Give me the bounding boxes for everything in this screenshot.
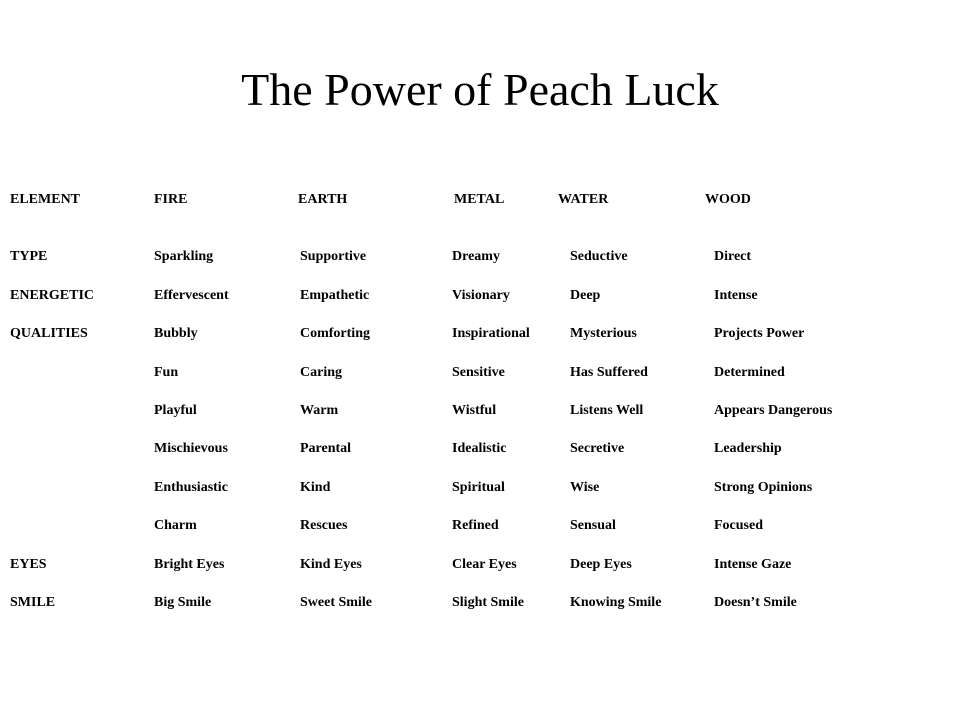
cell-wood: Leadership <box>714 441 782 456</box>
table-row <box>0 517 960 537</box>
header-cell-fire: FIRE <box>154 192 188 207</box>
cell-metal: Sensitive <box>452 365 505 380</box>
cell-metal: Refined <box>452 518 499 533</box>
cell-water: Sensual <box>570 518 616 533</box>
header-row <box>0 191 960 211</box>
cell-water: Secretive <box>570 441 625 456</box>
cell-label: EYES <box>10 557 47 572</box>
header-cell-metal: METAL <box>454 192 505 207</box>
table-row <box>0 402 960 422</box>
cell-fire: Effervescent <box>154 288 229 303</box>
cell-fire: Mischievous <box>154 441 228 456</box>
cell-fire: Bubbly <box>154 326 198 341</box>
cell-metal: Slight Smile <box>452 595 524 610</box>
cell-earth: Empathetic <box>300 288 370 303</box>
cell-earth: Warm <box>300 403 339 418</box>
cell-wood: Focused <box>714 518 763 533</box>
cell-label: SMILE <box>10 595 56 610</box>
table-row <box>0 440 960 460</box>
cell-fire: Playful <box>154 403 197 418</box>
cell-metal: Dreamy <box>452 249 500 264</box>
header-cell-earth: EARTH <box>298 192 348 207</box>
header-cell-wood: WOOD <box>705 192 751 207</box>
cell-metal: Idealistic <box>452 441 507 456</box>
cell-metal: Clear Eyes <box>452 557 517 572</box>
table-row <box>0 248 960 268</box>
table-row <box>0 594 960 614</box>
cell-metal: Visionary <box>452 288 510 303</box>
cell-water: Knowing Smile <box>570 595 662 610</box>
slide-title: The Power of Peach Luck <box>241 64 719 115</box>
cell-wood: Determined <box>714 365 785 380</box>
cell-fire: Fun <box>154 365 179 380</box>
cell-wood: Projects Power <box>714 326 805 341</box>
cell-water: Seductive <box>570 249 628 264</box>
table-row <box>0 287 960 307</box>
cell-fire: Enthusiastic <box>154 480 228 495</box>
cell-water: Mysterious <box>570 326 637 341</box>
cell-wood: Intense Gaze <box>714 557 792 572</box>
cell-earth: Kind Eyes <box>300 557 362 572</box>
cell-metal: Spiritual <box>452 480 505 495</box>
cell-water: Has Suffered <box>570 365 648 380</box>
table-row <box>0 556 960 576</box>
cell-earth: Kind <box>300 480 331 495</box>
cell-water: Listens Well <box>570 403 644 418</box>
cell-wood: Intense <box>714 288 758 303</box>
cell-water: Deep <box>570 288 601 303</box>
cell-fire: Charm <box>154 518 197 533</box>
cell-earth: Parental <box>300 441 352 456</box>
cell-fire: Sparkling <box>154 249 214 264</box>
table-row <box>0 325 960 345</box>
table-row <box>0 364 960 384</box>
cell-fire: Big Smile <box>154 595 212 610</box>
cell-water: Deep Eyes <box>570 557 632 572</box>
cell-earth: Sweet Smile <box>300 595 372 610</box>
cell-wood: Appears Dangerous <box>714 403 833 418</box>
cell-label: ENERGETIC <box>10 288 95 303</box>
cell-water: Wise <box>570 480 600 495</box>
cell-earth: Rescues <box>300 518 348 533</box>
table-row <box>0 479 960 499</box>
cell-wood: Doesn’t Smile <box>714 595 797 610</box>
cell-metal: Inspirational <box>452 326 530 341</box>
cell-label: QUALITIES <box>10 326 88 341</box>
cell-wood: Strong Opinions <box>714 480 813 495</box>
cell-earth: Caring <box>300 365 342 380</box>
header-cell-element: ELEMENT <box>10 192 81 207</box>
cell-fire: Bright Eyes <box>154 557 225 572</box>
cell-label: TYPE <box>10 249 48 264</box>
header-cell-water: WATER <box>558 192 609 207</box>
cell-metal: Wistful <box>452 403 497 418</box>
cell-earth: Supportive <box>300 249 367 264</box>
cell-earth: Comforting <box>300 326 370 341</box>
cell-wood: Direct <box>714 249 752 264</box>
